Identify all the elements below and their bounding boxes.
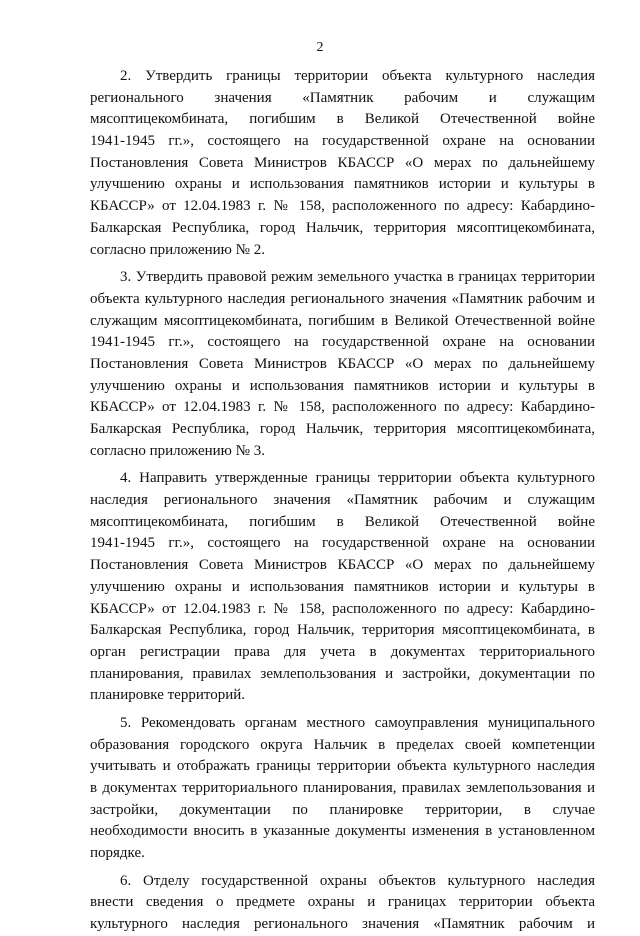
text-line: объекта культурного наследия регионального значения «Памятник рабочим и: [90, 290, 595, 307]
text-line: согласно приложению № 2.: [90, 241, 265, 258]
text-line: 1941-1945 гг.», состоящего на государственной охране на основании: [90, 133, 595, 150]
text-line: необходимости вносить в указанные документы изменения в установленном: [90, 823, 595, 840]
document-body: [0, 66, 640, 936]
text-line: культурного наследия регионального значения «Памятник рабочим и: [90, 916, 595, 933]
text-line: мясоптицекомбината, погибшим в Великой Отечественной войне: [90, 513, 595, 530]
text-line: улучшению охраны и использования памятников истории и культуры в: [90, 578, 595, 595]
text-line: КБАССР» от 12.04.1983 г. № 158, расположенного по адресу: Кабардино-: [90, 198, 595, 215]
text-line: Балкарская Республика, город Нальчик, территория мясоптицекомбината, в: [90, 622, 595, 639]
text-line: образования городского округа Нальчик в пределах своей компетенции: [90, 736, 595, 753]
text-line: порядке.: [90, 845, 145, 862]
text-line: наследия регионального значения «Памятник рабочим и служащим: [90, 492, 595, 509]
text-line: служащим мясоптицекомбината, погибшим в Великой Отечественной войне: [90, 312, 595, 329]
text-line: 3. Утвердить правовой режим земельного участка в границах территории: [120, 269, 595, 286]
text-line: КБАССР» от 12.04.1983 г. № 158, расположенного по адресу: Кабардино-: [90, 600, 595, 617]
text-line: согласно приложению № 3.: [90, 442, 265, 459]
text-line: 1941-1945 гг.», состоящего на государственной охране на основании: [90, 535, 595, 552]
text-line: застройки, документации по планировке территории, в случае: [90, 801, 595, 818]
text-line: Постановления Совета Министров КБАССР «О мерах по дальнейшему: [90, 557, 595, 574]
text-line: 6. Отделу государственной охраны объектов культурного наследия: [120, 872, 595, 889]
text-line: КБАССР» от 12.04.1983 г. № 158, расположенного по адресу: Кабардино-: [90, 399, 595, 416]
text-line: планирования, правилах землепользования и застройки, документации по: [90, 665, 595, 682]
text-line: орган регистрации права для учета в документах территориального: [90, 643, 595, 660]
text-line: 4. Направить утвержденные границы территории объекта культурного: [120, 470, 595, 487]
text-line: мясоптицекомбината, погибшим в Великой Отечественной войне: [90, 111, 595, 128]
page-number: 2: [316, 40, 324, 55]
text-line: Постановления Совета Министров КБАССР «О мерах по дальнейшему: [90, 154, 595, 171]
text-line: улучшению охраны и использования памятников истории и культуры в: [90, 176, 595, 193]
text-line: Балкарская Республика, город Нальчик, территория мясоптицекомбината,: [90, 421, 595, 437]
text-line: Балкарская Республика, город Нальчик, территория мясоптицекомбината,: [90, 219, 595, 236]
text-line: 2. Утвердить границы территории объекта культурного наследия: [120, 68, 595, 84]
text-line: 5. Рекомендовать органам местного самоуправления муниципального: [120, 714, 595, 731]
text-line: учитывать и отображать границы территории объекта культурного наследия: [90, 758, 595, 775]
text-line: регионального значения «Памятник рабочим и служащим: [90, 89, 595, 106]
text-line: внести сведения о предмете охраны и границах территории объекта: [90, 894, 595, 911]
text-line: планировке территорий.: [90, 687, 246, 704]
text-line: Постановления Совета Министров КБАССР «О мерах по дальнейшему: [90, 355, 595, 372]
text-line: 1941-1945 гг.», состоящего на государственной охране на основании: [90, 334, 595, 351]
text-line: улучшению охраны и использования памятников истории и культуры в: [90, 377, 595, 394]
text-line: в документах территориального планирования, правилах землепользования и: [90, 780, 595, 796]
